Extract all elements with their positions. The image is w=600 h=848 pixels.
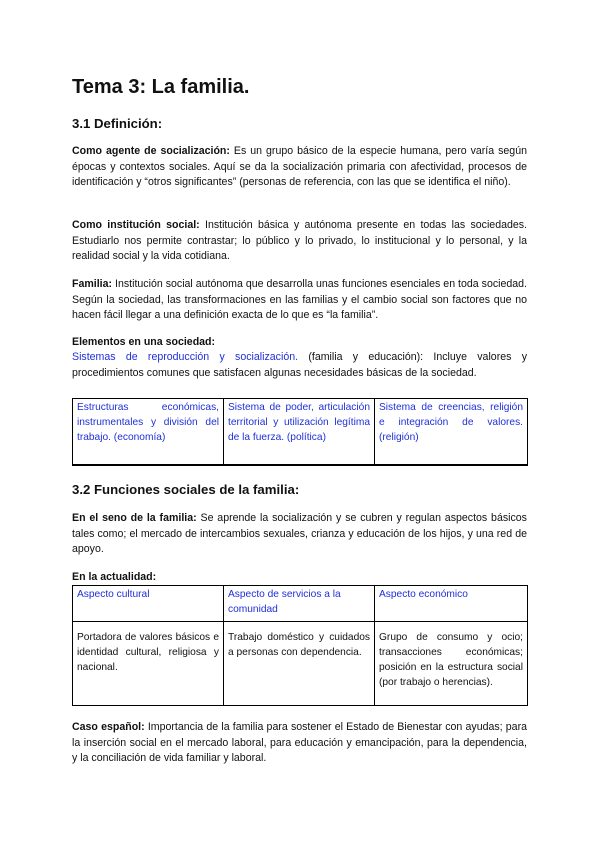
paragraph-familia [72,277,527,324]
funciones-table [72,585,528,706]
header-cultural: Aspecto cultural [73,586,224,622]
term-familia: Familia: [72,278,113,290]
cell-economico: Grupo de consumo y ocio; transacciones económicas; posición en la estructura social (por trabajo o herencias). [375,622,528,706]
section-heading-funciones: 3.2 Funciones sociales de la familia: [72,482,300,497]
term-institucion: Como institución social: [72,219,200,231]
text-agente: Es un grupo básico de la especie humana, pero varía según épocas y contextos sociales. Aquí se da la socialización primaria con afectividad, procesos de identificación y “otros significantes” (personas de referencia, con las que se identifica el niño). [72,145,527,188]
section-heading-definicion: 3.1 Definición: [72,116,163,131]
elementos-heading: Elementos en una sociedad: [72,336,216,348]
text-elementos: (familia y educación): Incluye valores y procedimientos comunes que satisfacen algunas necesidades básicas de la sociedad. [72,351,527,379]
header-economico: Aspecto económico [375,586,528,622]
paragraph-agente [72,144,527,191]
cell-cultural: Portadora de valores básicos e identidad cultural, religiosa y nacional. [73,622,224,706]
text-seno: Se aprende la socialización y se cubren y regulan aspectos básicos tales como; el mercado de intercambios sexuales, crianza y educación de los hijos, y una red de apoyo. [72,512,527,555]
blue-text-elementos: Sistemas de reproducción y socialización. [72,351,299,363]
text-caso: Importancia de la familia para sostener el Estado de Bienestar con ayudas; para la inserción social en el mercado laboral, para educación y emancipación, para la dependencia, y la conciliación de vida familiar y laboral. [72,721,527,764]
table-row [73,622,528,706]
paragraph-seno [72,511,527,558]
table-row [73,399,528,465]
actualidad-heading: En la actualidad: [72,571,157,583]
paragraph-institucion [72,218,527,265]
text-institucion: Institución básica y autónoma presente en todas las sociedades. Estudiarlo nos permite contrastar; lo público y lo privado, lo institucional y lo personal, y la realidad social y la vida cotidiana. [72,219,528,262]
table-cell-religion: Sistema de creencias, religión e integración de valores. (religión) [375,399,528,465]
table-cell-economia: Estructuras económicas, instrumentales y división del trabajo. (economía) [73,399,224,465]
page-title: Tema 3: La familia. [72,76,250,98]
text-familia: Institución social autónoma que desarrolla unas funciones esenciales en toda sociedad. Según la sociedad, las transformaciones en las familias y el cambio social son factores que no hacen fácil llegar a una definición exacta de lo que es “la familia”. [72,278,527,321]
term-agente: Como agente de socialización: [72,145,230,157]
elementos-table [72,398,528,466]
term-caso: Caso español: [72,721,145,733]
table-header-row [73,586,528,622]
table-cell-politica: Sistema de poder, articulación territorial y utilización legítima de la fuerza. (política) [224,399,375,465]
cell-servicios: Trabajo doméstico y cuidados a personas con dependencia. [224,622,375,706]
paragraph-elementos [72,350,527,381]
header-servicios: Aspecto de servicios a la comunidad [224,586,375,622]
paragraph-caso [72,720,527,767]
term-seno: En el seno de la familia: [72,512,197,524]
